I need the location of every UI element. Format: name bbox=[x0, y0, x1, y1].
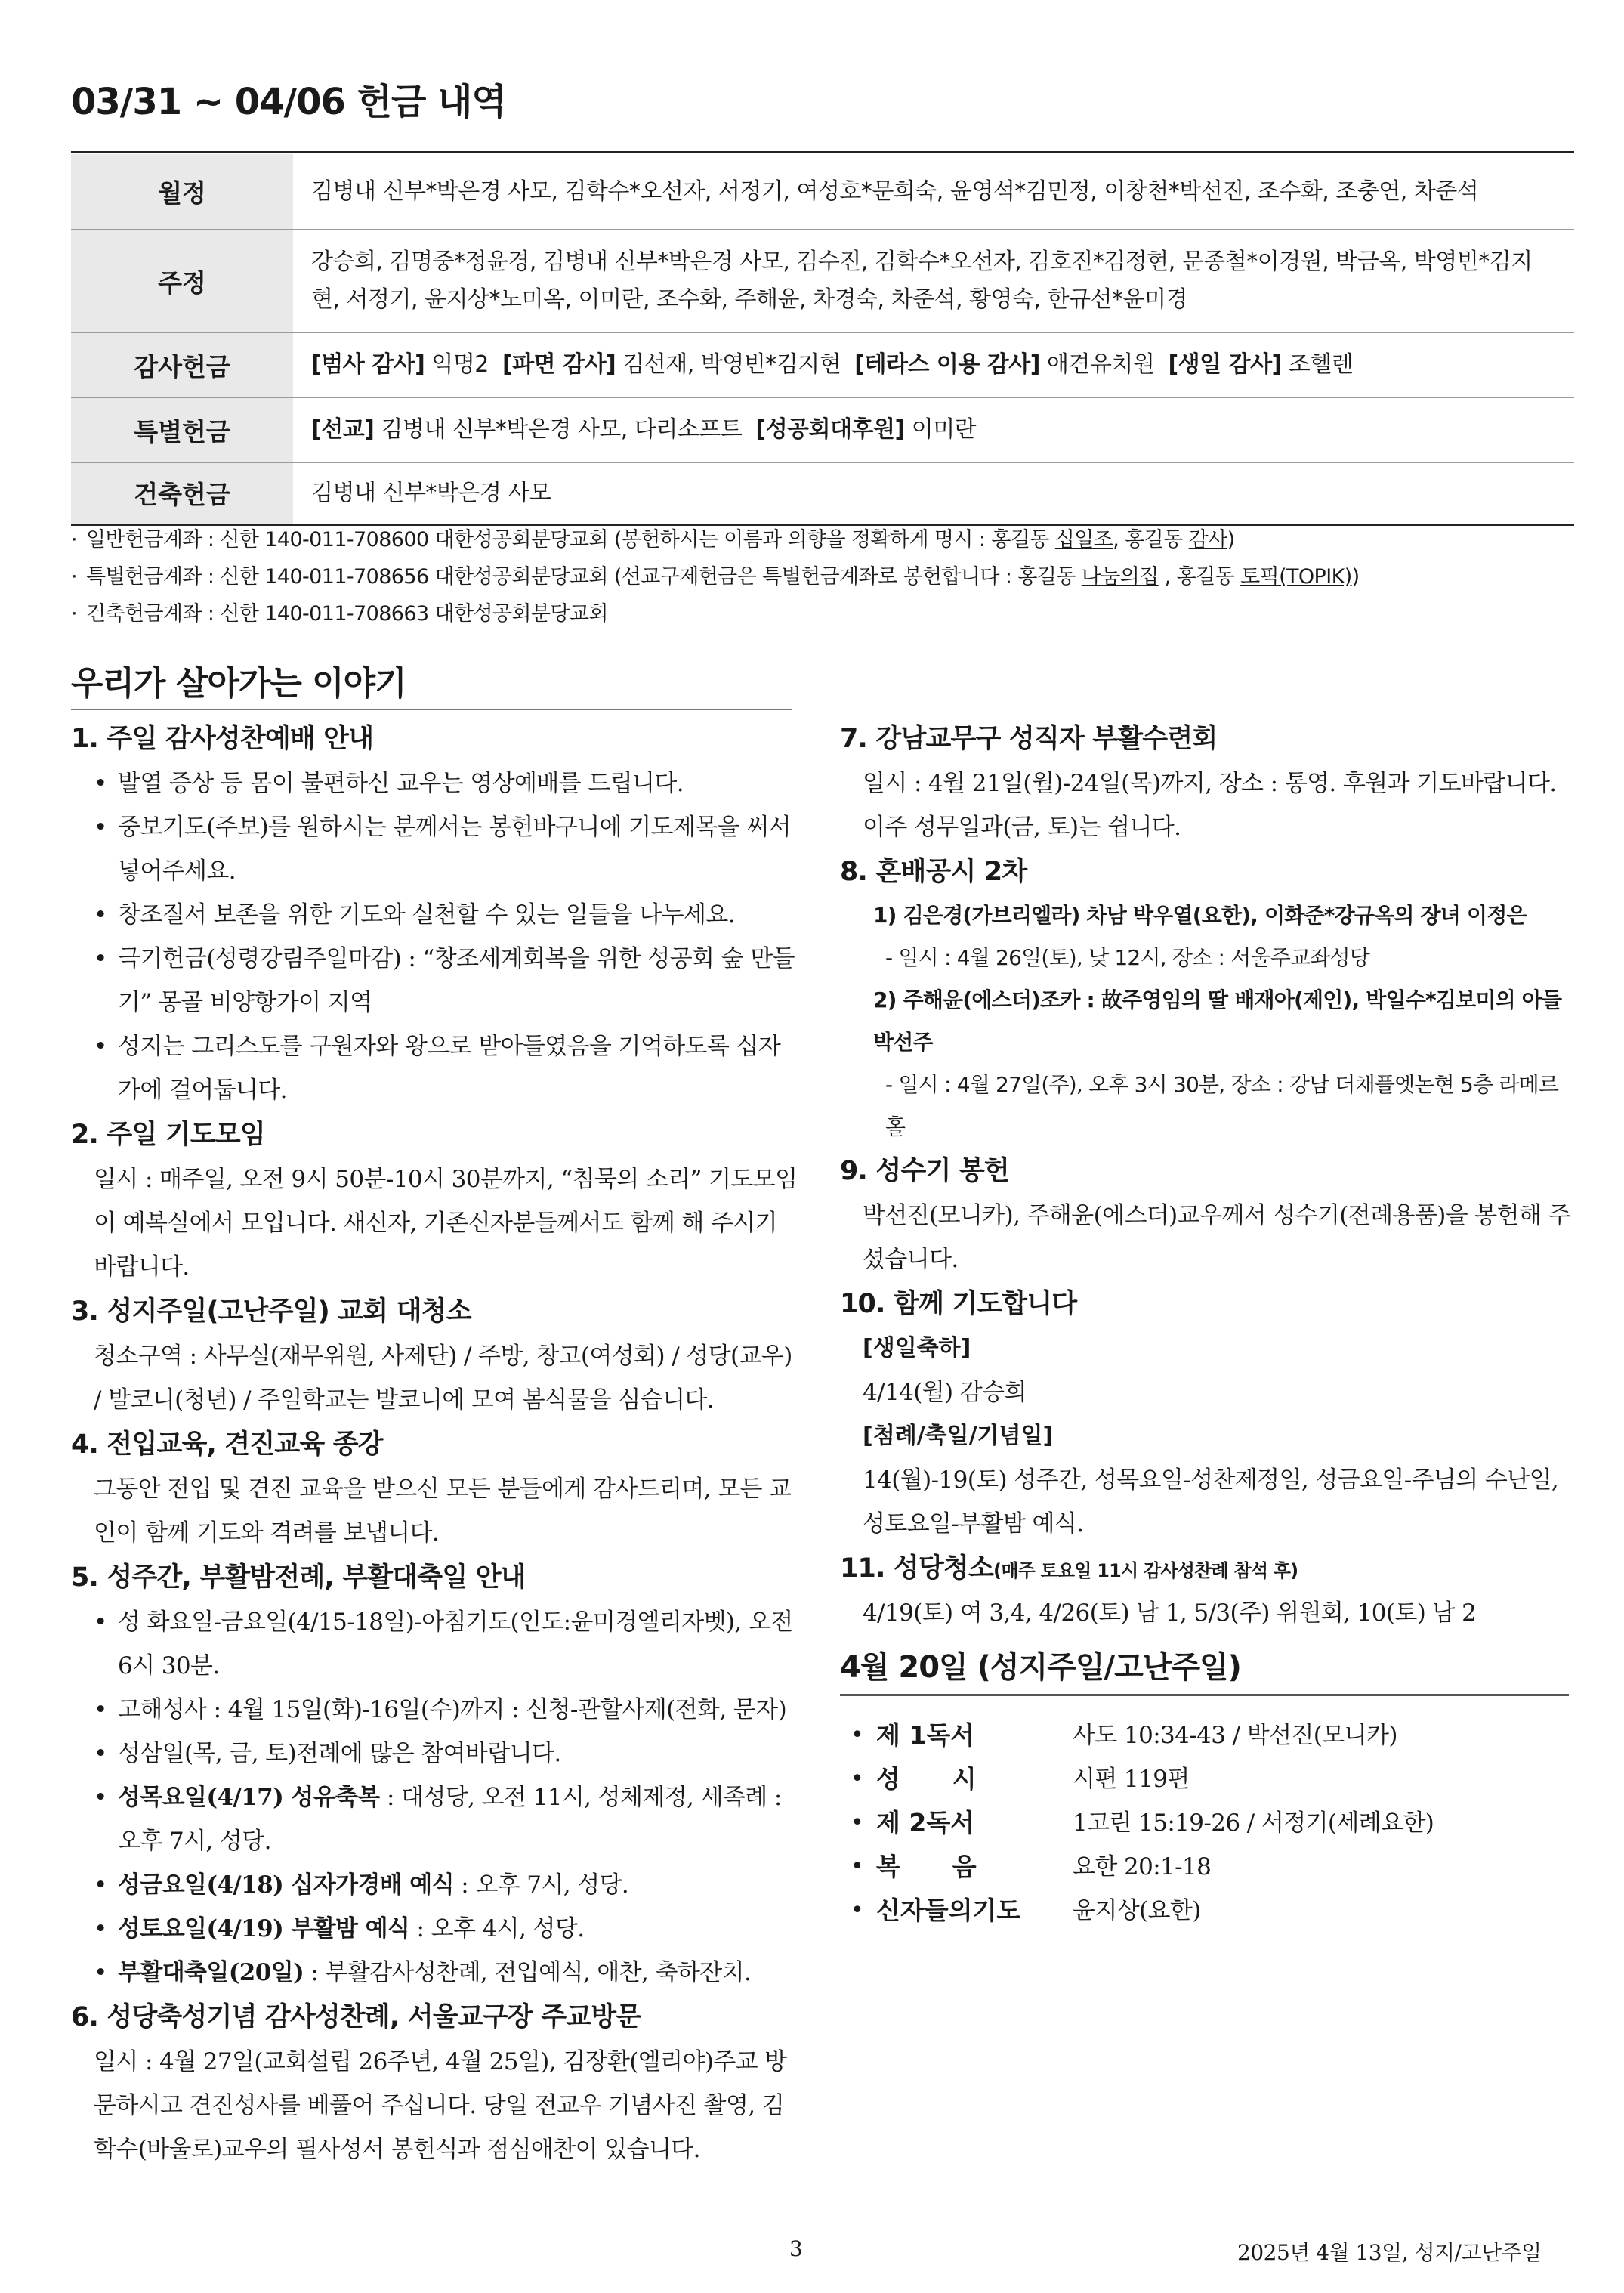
list-item-text: : 부활감사성찬례, 전입예식, 애찬, 축하잔치. bbox=[304, 1959, 752, 1986]
section-3-heading: 3. 성지주일(고난주일) 교회 대청소 bbox=[71, 1296, 471, 1327]
account-special-example-sharing: 나눔의집 bbox=[1081, 565, 1159, 589]
bullet: • bbox=[851, 1766, 864, 1792]
thanks-text-terrace: 애견유치원 bbox=[1039, 351, 1155, 378]
account-special-close: ) bbox=[1351, 565, 1360, 589]
list-item-bold: 성목요일(4/17) 성유축복 bbox=[118, 1784, 380, 1811]
offering-thanks-names bbox=[293, 332, 1574, 397]
offering-label-thanks: 감사헌금 bbox=[71, 332, 293, 397]
bullet: • bbox=[94, 814, 107, 841]
section-9-body: 박선진(모니카), 주해윤(에스더)교우께서 성수기(전례용품)을 봉헌해 주셨습니다. bbox=[863, 1202, 1570, 1273]
story-left-column bbox=[71, 716, 800, 2171]
lectionary-row bbox=[846, 1757, 1571, 1801]
lectionary-list bbox=[846, 1714, 1571, 1933]
section-8-heading: 8. 혼배공시 2차 bbox=[840, 857, 1027, 887]
list-item-text: 고해성사 : 4월 15일(화)-16일(수)까지 : 신청-관할사제(전화, 문자) bbox=[118, 1696, 787, 1723]
lectionary-label: 복 음 bbox=[876, 1852, 977, 1881]
lectionary-row bbox=[846, 1889, 1571, 1933]
thanks-tag-dismissal: [파면 감사] bbox=[502, 351, 616, 378]
list-item bbox=[71, 762, 800, 805]
special-text-university: 이미란 bbox=[904, 416, 977, 443]
lectionary-title-rule bbox=[840, 1694, 1569, 1696]
section-2-body: 일시 : 매주일, 오전 9시 50분-10시 30분까지, “침묵의 소리” 기도모임이 예복실에서 모입니다. 새신자, 기존신자분들께서도 함께 해 주시기 바랍니다. bbox=[94, 1166, 798, 1281]
bullet: · bbox=[71, 528, 77, 552]
section-6-body: 일시 : 4월 27일(교회설립 26주년, 4월 25일), 김장환(엘리야)주교 방문하시고 견진성사를 베풀어 주십니다. 당일 전교우 기념사진 촬영, 김학수(바울로)교우의 필사성서 봉헌식과 점심애찬이 있습니다. bbox=[94, 2048, 787, 2163]
section-11-heading bbox=[840, 1546, 1576, 1591]
section-9-heading: 9. 성수기 봉헌 bbox=[840, 1156, 1009, 1186]
table-row bbox=[71, 397, 1574, 462]
offering-building-names: 김병내 신부*박은경 사모 bbox=[293, 462, 1574, 524]
section-11-note: (매주 토요일 11시 감사성찬례 참석 후) bbox=[993, 1560, 1298, 1581]
footer-date: 2025년 4월 13일, 성지/고난주일 bbox=[1237, 2240, 1542, 2265]
list-item-text: : 오후 4시, 성당. bbox=[409, 1915, 585, 1942]
section-4-heading: 4. 전입교육, 견진교육 종강 bbox=[71, 1429, 383, 1460]
lectionary-title: 4월 20일 (성지주일/고난주일) bbox=[840, 1650, 1241, 1685]
story-right-column bbox=[840, 716, 1576, 1635]
lectionary-label: 제 2독서 bbox=[876, 1808, 975, 1837]
account-general bbox=[71, 521, 1574, 558]
account-general-example-tithe: 십일조 bbox=[1054, 528, 1113, 552]
birthday-label: [생일축하] bbox=[863, 1335, 971, 1361]
bullet: • bbox=[94, 1740, 107, 1767]
banns-couple-2: 2) 주해윤(에스더)조카 : 故주영임의 딸 배재아(제인), 박일수*김보미의 아들 박선주 bbox=[873, 987, 1562, 1055]
list-item bbox=[71, 1863, 800, 1907]
special-tag-university: [성공회대후원] bbox=[755, 416, 905, 443]
lectionary-row bbox=[846, 1845, 1571, 1889]
lectionary-label: 신자들의기도 bbox=[876, 1896, 1021, 1925]
banns-couple-1-detail: - 일시 : 4월 26일(토), 낮 12시, 장소 : 서울주교좌성당 bbox=[885, 945, 1369, 970]
lectionary-value: 시편 119편 bbox=[1073, 1766, 1190, 1793]
bullet: • bbox=[94, 945, 107, 972]
thanks-text-everyday: 익명2 bbox=[425, 351, 489, 378]
list-item bbox=[71, 1024, 800, 1112]
list-item-text: : 오후 7시, 성당. bbox=[453, 1871, 629, 1899]
list-item-text: 성지는 그리스도를 구원자와 왕으로 받아들였음을 기억하도록 십자가에 걸어둡니다. bbox=[118, 1033, 781, 1104]
list-item bbox=[71, 805, 800, 893]
thanks-tag-birthday: [생일 감사] bbox=[1168, 351, 1282, 378]
list-item bbox=[71, 893, 800, 937]
thanks-text-dismissal: 김선재, 박영빈*김지현 bbox=[616, 351, 841, 378]
account-special-example-topik: 토픽(TOPIK) bbox=[1240, 565, 1352, 589]
special-text-mission: 김병내 신부*박은경 사모, 다리소프트 bbox=[374, 416, 743, 443]
list-item bbox=[71, 1732, 800, 1775]
list-item-text: 성삼일(목, 금, 토)전례에 많은 참여바랍니다. bbox=[118, 1740, 561, 1767]
thanks-tag-terrace: [테라스 이용 감사] bbox=[854, 351, 1040, 378]
lectionary-value: 사도 10:34-43 / 박선진(모니카) bbox=[1073, 1722, 1397, 1749]
table-row bbox=[71, 154, 1574, 230]
offering-table bbox=[71, 154, 1574, 526]
table-row bbox=[71, 462, 1574, 524]
section-5-heading: 5. 성주간, 부활밤전례, 부활대축일 안내 bbox=[71, 1562, 526, 1593]
list-item-text: 창조질서 보존을 위한 기도와 실천할 수 있는 일들을 나누세요. bbox=[118, 901, 735, 929]
page-number: 3 bbox=[789, 2236, 803, 2261]
bullet: • bbox=[94, 1784, 107, 1811]
account-special bbox=[71, 558, 1574, 595]
birthday-text: 4/14(월) 감승희 bbox=[863, 1379, 1027, 1406]
section-10-heading: 10. 함께 기도합니다 bbox=[840, 1289, 1077, 1319]
special-tag-mission: [선교] bbox=[311, 416, 375, 443]
list-item-text: 중보기도(주보)를 원하시는 분께서는 봉헌바구니에 기도제목을 써서 넣어주세요. bbox=[118, 814, 791, 885]
list-item-text: 극기헌금(성령강림주일마감) : “창조세계회복을 위한 성공회 숲 만들기” 몽골 비양항가이 지역 bbox=[118, 945, 795, 1016]
bullet: • bbox=[94, 1033, 107, 1060]
table-row bbox=[71, 332, 1574, 397]
lectionary-row bbox=[846, 1714, 1571, 1757]
list-item bbox=[71, 1600, 800, 1688]
section-6-heading: 6. 성당축성기념 감사성찬례, 서울교구장 주교방문 bbox=[71, 2002, 641, 2032]
offering-special-names bbox=[293, 397, 1574, 462]
list-item-text: : 대성당, 오전 11시, 성체제정, 세족례 : 오후 7시, 성당. bbox=[118, 1784, 782, 1855]
account-general-close: ) bbox=[1227, 528, 1235, 552]
bullet: • bbox=[94, 1696, 107, 1723]
section-11-title: 11. 성당청소 bbox=[840, 1553, 994, 1584]
section-11-body: 4/19(토) 여 3,4, 4/26(토) 남 1, 5/3(주) 위원회, 10(토) 남 2 bbox=[863, 1599, 1477, 1627]
section-3-body: 청소구역 : 사무실(재무위원, 사제단) / 주방, 창고(여성회) / 성당(교우) / 발코니(청년) / 주일학교는 발코니에 모여 봄식물을 심습니다. bbox=[94, 1343, 792, 1414]
section-7-body: 일시 : 4월 21일(월)-24일(목)까지, 장소 : 통영. 후원과 기도바랍니다. 이주 성무일과(금, 토)는 쉽니다. bbox=[863, 770, 1557, 841]
lectionary-label: 제 1독서 bbox=[876, 1720, 975, 1750]
bullet: • bbox=[94, 1959, 107, 1986]
bullet: • bbox=[94, 901, 107, 929]
bullet: • bbox=[851, 1722, 864, 1748]
lectionary-value: 요한 20:1-18 bbox=[1073, 1853, 1212, 1880]
list-item bbox=[71, 1907, 800, 1951]
lectionary-label: 성 시 bbox=[876, 1764, 977, 1794]
list-item bbox=[71, 1775, 800, 1863]
account-building bbox=[71, 595, 1574, 632]
bullet: • bbox=[94, 1608, 107, 1636]
table-row bbox=[71, 230, 1574, 332]
thanks-tag-everyday: [범사 감사] bbox=[311, 351, 425, 378]
list-item-bold: 성금요일(4/18) 십자가경배 예식 bbox=[118, 1871, 454, 1899]
bullet: · bbox=[71, 602, 77, 626]
lectionary-value: 1고린 15:19-26 / 서정기(세례요한) bbox=[1073, 1809, 1434, 1837]
account-special-text: 특별헌금계좌 : 신한 140-011-708656 대한성공회분당교회 (선교구제헌금은 특별헌금계좌로 봉헌합니다 : 홍길동 bbox=[86, 565, 1082, 589]
lectionary-row bbox=[846, 1801, 1571, 1845]
offering-title-rule bbox=[71, 151, 1574, 153]
offering-monthly-names: 김병내 신부*박은경 사모, 김학수*오선자, 서정기, 여성호*문희숙, 윤영석*김민정, 이창천*박선진, 조수화, 조충연, 차준석 bbox=[293, 154, 1574, 230]
offering-label-monthly: 월정 bbox=[71, 154, 293, 230]
list-item-bold: 성토요일(4/19) 부활밤 예식 bbox=[118, 1915, 410, 1942]
list-item bbox=[71, 937, 800, 1024]
list-item-text: 발열 증상 등 몸이 불편하신 교우는 영상예배를 드립니다. bbox=[118, 770, 684, 797]
list-item-bold: 부활대축일(20일) bbox=[118, 1959, 304, 1986]
lectionary-value: 윤지상(요한) bbox=[1073, 1897, 1201, 1924]
story-title: 우리가 살아가는 이야기 bbox=[71, 664, 406, 703]
bullet: • bbox=[94, 1871, 107, 1899]
list-item-text: 성 화요일-금요일(4/15-18일)-아침기도(인도:윤미경엘리자벳), 오전 6시 30분. bbox=[118, 1608, 793, 1680]
section-1-heading: 1. 주일 감사성찬예배 안내 bbox=[71, 724, 374, 754]
offering-title: 03/31 ~ 04/06 헌금 내역 bbox=[71, 81, 506, 123]
memorial-label: [첨례/축일/기념일] bbox=[863, 1423, 1054, 1449]
account-special-sep: , 홍길동 bbox=[1158, 565, 1241, 589]
list-item bbox=[71, 1951, 800, 1995]
account-info bbox=[71, 521, 1574, 632]
account-general-example-thanks: 감사 bbox=[1188, 528, 1227, 552]
offering-label-special: 특별헌금 bbox=[71, 397, 293, 462]
section-7-heading: 7. 강남교무구 성직자 부활수련회 bbox=[840, 724, 1218, 754]
story-title-rule bbox=[71, 709, 792, 710]
offering-label-weekly: 주정 bbox=[71, 230, 293, 332]
bullet: · bbox=[71, 565, 77, 589]
bullet: • bbox=[851, 1853, 864, 1880]
thanks-text-birthday: 조헬렌 bbox=[1281, 351, 1354, 378]
banns-couple-2-detail: - 일시 : 4월 27일(주), 오후 3시 30분, 장소 : 강남 더채플엣논현 5층 라메르홀 bbox=[885, 1072, 1559, 1139]
bullet: • bbox=[94, 770, 107, 797]
banns-couple-1: 1) 김은경(가브리엘라) 차남 박우열(요한), 이화준*강규옥의 장녀 이정은 bbox=[873, 903, 1527, 928]
account-general-text: 일반헌금계좌 : 신한 140-011-708600 대한성공회분당교회 (봉헌하시는 이름과 의향을 정확하게 명시 : 홍길동 bbox=[86, 528, 1055, 552]
offering-label-building: 건축헌금 bbox=[71, 462, 293, 524]
bullet: • bbox=[851, 1897, 864, 1924]
section-4-body: 그동안 전입 및 견진 교육을 받으신 모든 분들에게 감사드리며, 모든 교인이 함께 기도와 격려를 보냅니다. bbox=[94, 1476, 792, 1547]
bullet: • bbox=[94, 1915, 107, 1942]
bullet: • bbox=[851, 1809, 864, 1836]
account-building-text: 건축헌금계좌 : 신한 140-011-708663 대한성공회분당교회 bbox=[86, 602, 608, 626]
list-item bbox=[71, 1688, 800, 1732]
account-general-sep: , 홍길동 bbox=[1113, 528, 1189, 552]
memorial-text: 14(월)-19(토) 성주간, 성목요일-성찬제정일, 성금요일-주님의 수난일, 성토요일-부활밤 예식. bbox=[863, 1466, 1559, 1537]
offering-weekly-names: 강승희, 김명중*정윤경, 김병내 신부*박은경 사모, 김수진, 김학수*오선자, 김호진*김정현, 문종철*이경원, 박금옥, 박영빈*김지현, 서정기, 윤지상*노미옥, 이미란, 조수화, 주해윤, 차경숙, 차준석, 황영숙, 한규선*윤미경 bbox=[293, 230, 1574, 332]
section-2-heading: 2. 주일 기도모임 bbox=[71, 1120, 265, 1150]
